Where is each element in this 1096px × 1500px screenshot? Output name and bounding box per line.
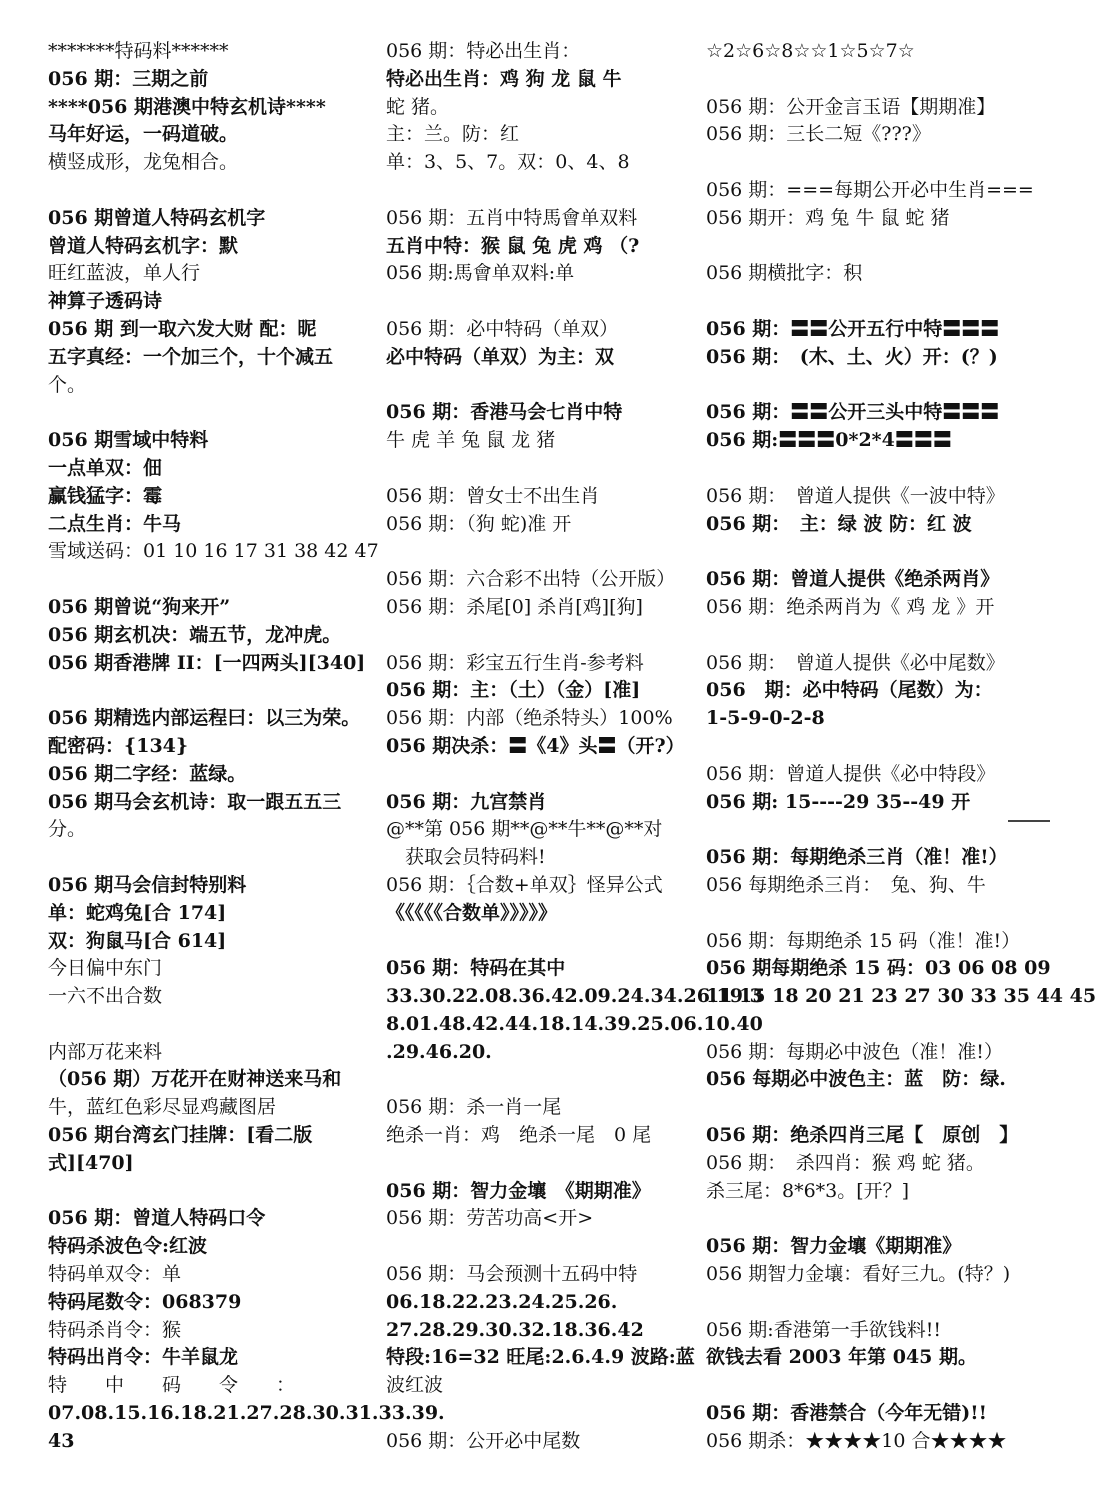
text-line: 056 期马会玄机诗：取一跟五五三 <box>48 790 342 813</box>
text-line: 五字真经：一个加三个，十个减五 <box>48 345 334 368</box>
text-line: ☆2☆6☆8☆☆1☆5☆7☆ <box>706 40 915 62</box>
text-line: 056 每期必中波色主：蓝 防：绿. <box>706 1068 1006 1091</box>
text-line: 横竖成形，龙兔相合。 <box>48 151 239 174</box>
text-line: 056 期:馬會单双料:单 <box>386 262 575 285</box>
text-line: 《《《《《合数单》》》》》 <box>386 901 558 924</box>
text-line: 056 期：三长二短《???》 <box>706 123 931 146</box>
text-line: 056 期：｛合数+单双｝怪异公式 <box>386 873 663 896</box>
text-line: 特码杀波色令:红波 <box>48 1235 208 1258</box>
blank-line <box>48 1011 380 1039</box>
text-line: 056 期：杀尾[0] 杀肖[鸡][狗] <box>386 595 643 618</box>
blank-line <box>386 455 704 483</box>
text-line: 056 期：曾道人特码口令 <box>48 1207 266 1230</box>
blank-line <box>386 177 704 205</box>
text-line: 056 期：劳苦功高<开> <box>386 1207 594 1230</box>
text-line: 056 期：每期必中波色（准！准!） <box>706 1040 1003 1063</box>
text-line: 绝杀一肖：鸡 绝杀一尾 0 尾 <box>386 1124 652 1147</box>
text-line: 个。 <box>48 373 87 396</box>
text-line: （056 期）万花开在财神送来马和 <box>48 1068 342 1091</box>
blank-line <box>386 1400 704 1428</box>
text-line: 056 期：杀一肖一尾 <box>386 1096 562 1119</box>
blank-line <box>706 1205 1036 1233</box>
blank-line <box>706 816 1036 844</box>
text-line: 特 中 码 令 ： <box>48 1374 296 1397</box>
text-line: 056 期精选内部运程曰：以三为荣。 <box>48 707 361 730</box>
text-line: 欲钱去看 2003 年第 045 期。 <box>706 1346 978 1369</box>
text-line: 056 期：曾道人提供《必中特段》 <box>706 762 996 785</box>
blank-line <box>386 622 704 650</box>
text-line: 雪域送码：01 10 16 17 31 38 42 47 <box>48 540 379 563</box>
text-line: 056 期：〓〓公开三头中特〓〓〓 <box>706 401 1000 424</box>
blank-line <box>386 372 704 400</box>
blank-line <box>386 538 704 566</box>
text-line: 056 期：曾女士不出生肖 <box>386 484 600 507</box>
blank-line <box>48 844 380 872</box>
text-line: 056 期二字经：蓝绿。 <box>48 762 247 785</box>
text-line: 056 期:香港第一手欲钱料!! <box>706 1318 941 1341</box>
text-line: 056 期杀：★★★★10 合★★★★ <box>706 1429 1007 1452</box>
text-line: 特码单双令：单 <box>48 1263 182 1286</box>
text-line: 056 期：特必出生肖： <box>386 40 581 62</box>
blank-line <box>706 538 1036 566</box>
blank-line <box>706 372 1036 400</box>
text-line: 特段:16=32 旺尾:2.6.4.9 波路:蓝 <box>386 1346 695 1369</box>
text-line: 056 期：绝杀两肖为《 鸡 龙 》开 <box>706 595 995 618</box>
text-line: 056 期智力金壤：看好三九。(特？) <box>706 1263 1011 1286</box>
text-line: 056 期：绝杀四肖三尾【 原创 】 <box>706 1124 1019 1147</box>
blank-line <box>706 1011 1036 1039</box>
text-line: 056 期： 曾道人提供《必中尾数》 <box>706 651 1005 674</box>
blank-line <box>386 1150 704 1178</box>
blank-line <box>706 1094 1036 1122</box>
blank-line <box>706 622 1036 650</box>
text-line: 056 期： 曾道人提供《一波中特》 <box>706 484 1005 507</box>
text-line: 11 15 18 20 21 23 27 30 33 35 44 45 <box>706 985 1096 1008</box>
text-line: 一点单双：佃 <box>48 456 163 479</box>
text-line: @**第 056 期**@**牛**@**对 <box>386 818 663 841</box>
text-line: 分。 <box>48 818 87 841</box>
text-line: .29.46.20. <box>386 1040 492 1063</box>
text-line: 056 期：每期绝杀三肖（准！准!） <box>706 846 1008 869</box>
blank-line <box>386 1066 704 1094</box>
text-line: 056 期：三期之前 <box>48 67 209 90</box>
text-line: 056 期：每期绝杀 15 码（准！准!） <box>706 929 1021 952</box>
text-line: 旺红蓝波，单人行 <box>48 262 201 285</box>
blank-line <box>706 288 1036 316</box>
blank-line <box>706 900 1036 928</box>
text-line: 056 期：特码在其中 <box>386 957 566 980</box>
text-line: 056 期横批字：积 <box>706 262 863 285</box>
text-line: 056 期：必中特码（单双） <box>386 317 619 340</box>
text-line: 8.01.48.42.44.18.14.39.25.06.10.40 <box>386 1012 763 1035</box>
blank-line <box>706 1372 1036 1400</box>
text-line: 056 期：（狗 蛇)准 开 <box>386 512 572 535</box>
text-line: 蛇 猪。 <box>386 95 450 118</box>
blank-line <box>706 66 1036 94</box>
text-line: *******特码料****** <box>48 40 229 62</box>
text-line: 27.28.29.30.32.18.36.42 <box>386 1318 644 1341</box>
text-line: 神算子透码诗 <box>48 290 163 313</box>
text-line: 056 期：主：（土）（金）[准] <box>386 679 641 702</box>
text-line: 式][470] <box>48 1151 134 1174</box>
text-line: 单：蛇鸡兔[合 174] <box>48 901 227 924</box>
blank-line <box>386 1233 704 1261</box>
text-line: 056 期：智力金壤 《期期准》 <box>386 1179 651 1202</box>
text-line: 曾道人特码玄机字：默 <box>48 234 239 257</box>
text-line: 056 期：公开金言玉语【期期准】 <box>706 95 996 118</box>
text-line: 056 期每期绝杀 15 码：03 06 08 09 <box>706 957 1051 980</box>
text-line: 牛 虎 羊 兔 鼠 龙 猪 <box>386 429 556 452</box>
text-line: 特必出生肖：鸡 狗 龙 鼠 牛 <box>386 67 622 90</box>
text-line: 波红波 <box>386 1374 444 1397</box>
text-line: 056 期：香港禁合（今年无错)!! <box>706 1402 987 1425</box>
blank-line <box>48 677 380 705</box>
blank-line <box>386 761 704 789</box>
text-line: 056 期曾道人特码玄机字 <box>48 206 266 229</box>
text-line: ****056 期港澳中特玄机诗**** <box>48 95 326 118</box>
text-line: 056 期： (木、土、火）开：(？) <box>706 345 998 368</box>
blank-line <box>48 177 380 205</box>
right-column <box>706 38 1096 1456</box>
text-line: 五肖中特：猴 鼠 兔 虎 鸡 （? <box>386 234 640 257</box>
text-line: 内部万花来料 <box>48 1040 163 1063</box>
text-line: 主：兰。防：红 <box>386 123 520 146</box>
text-line: 056 期：香港马会七肖中特 <box>386 401 623 424</box>
blank-line <box>706 149 1036 177</box>
text-line: 056 期：彩宝五行生肖-参考料 <box>386 651 644 674</box>
text-line: 双：狗鼠马[合 614] <box>48 929 227 952</box>
text-line: 056 期：五肖中特馬會单双料 <box>386 206 638 229</box>
blank-line <box>706 733 1036 761</box>
text-line: 07.08.15.16.18.21.27.28.30.31.33.39. <box>48 1402 445 1425</box>
text-line: 单：3、5、7。双：0、4、8 <box>386 151 630 174</box>
text-line: 056 期 到一取六发大财 配：昵 <box>48 317 317 340</box>
text-line: 牛，蓝红色彩尽显鸡藏图居 <box>48 1096 277 1119</box>
blank-line <box>706 455 1036 483</box>
text-line: 一六不出合数 <box>48 985 163 1008</box>
text-line: 杀三尾：8*6*3。[开？] <box>706 1179 910 1202</box>
text-line: 056 期决杀：〓《4》头〓（开?） <box>386 734 685 757</box>
text-line: 056 期马会信封特别料 <box>48 873 247 896</box>
text-line: 056 期：公开必中尾数 <box>386 1429 581 1452</box>
text-line: 056 期：必中特码（尾数）为： <box>706 679 993 702</box>
text-line: 056 期: 15----29 35--49 开 <box>706 790 971 813</box>
text-line: 06.18.22.23.24.25.26. <box>386 1290 618 1313</box>
blank-line <box>48 399 380 427</box>
text-line: 056 期：马会预测十五码中特 <box>386 1263 638 1286</box>
text-line: 今日偏中东门 <box>48 957 163 980</box>
blank-line <box>48 1178 380 1206</box>
text-line: 特码尾数令：068379 <box>48 1290 242 1313</box>
text-line: 056 期开：鸡 兔 牛 鼠 蛇 猪 <box>706 206 950 229</box>
text-line: 056 期雪域中特料 <box>48 429 209 452</box>
divider-line <box>1008 820 1050 822</box>
middle-column <box>386 38 763 1456</box>
text-line: 配密码：{134} <box>48 734 189 757</box>
text-line: 056 期：曾道人提供《绝杀两肖》 <box>706 568 1000 591</box>
text-line: 056 期曾说“狗来开” <box>48 595 231 618</box>
text-line: 43 <box>48 1429 75 1452</box>
text-line: 056 期玄机决：端五节，龙冲虎。 <box>48 623 342 646</box>
blank-line <box>706 233 1036 261</box>
text-line: 056 期：六合彩不出特（公开版） <box>386 568 676 591</box>
blank-line <box>48 566 380 594</box>
text-line: 056 期： 主：绿 波 防：红 波 <box>706 512 972 535</box>
text-line: 马年好运，一码道破。 <box>48 123 239 146</box>
text-line: 特码杀肖令：猴 <box>48 1318 182 1341</box>
text-line: 056 期：〓〓公开五行中特〓〓〓 <box>706 317 1000 340</box>
text-line: 056 期：内部（绝杀特头）100% <box>386 707 673 730</box>
text-line: 1-5-9-0-2-8 <box>706 707 825 730</box>
text-line: 二点生肖：牛马 <box>48 512 182 535</box>
text-line: 056 期香港牌 II：[一四两头][340] <box>48 651 366 674</box>
text-line: 获取会员特码料! <box>386 846 546 869</box>
text-line: 33.30.22.08.36.42.09.24.34.26.19.3 <box>386 985 763 1008</box>
text-line: 赢钱猛字：霉 <box>48 484 163 507</box>
text-line: 056 期:〓〓〓0*2*4〓〓〓 <box>706 429 952 452</box>
text-line: 056 期： 杀四肖：猴 鸡 蛇 猪。 <box>706 1151 985 1174</box>
blank-line <box>706 1289 1036 1317</box>
text-line: 056 期：===每期公开必中生肖=== <box>706 178 1034 201</box>
text-line: 056 期：智力金壤《期期准》 <box>706 1235 962 1258</box>
text-line: 必中特码（单双）为主：双 <box>386 345 615 368</box>
text-line: 056 每期绝杀三肖： 兔、狗、牛 <box>706 873 986 896</box>
text-line: 056 期台湾玄门挂牌：[看二版 <box>48 1124 313 1147</box>
blank-line <box>386 288 704 316</box>
text-line: 特码出肖令：牛羊鼠龙 <box>48 1346 239 1369</box>
blank-line <box>386 928 704 956</box>
text-line: 056 期：九宫禁肖 <box>386 790 547 813</box>
